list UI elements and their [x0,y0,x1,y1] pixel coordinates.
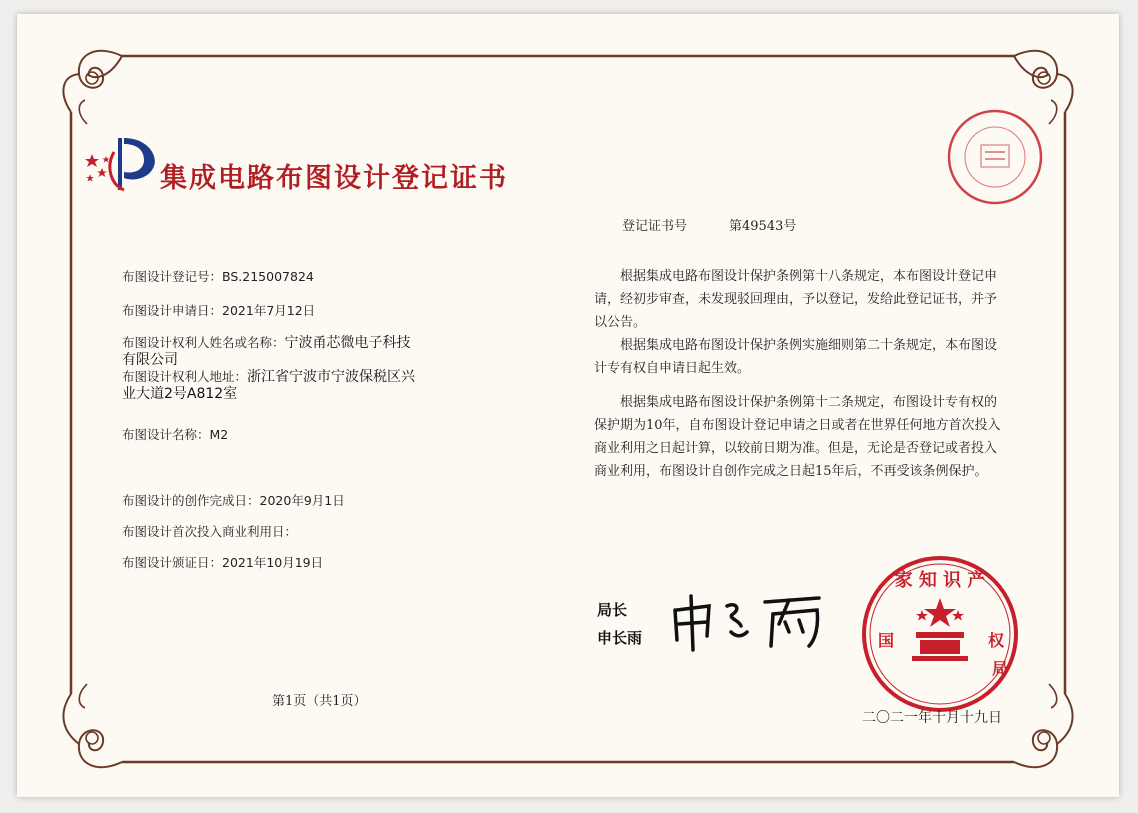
field-design-name [122,425,228,443]
cert-number-value: 第49543号 [729,219,797,234]
stamp-duty-seal-icon [945,107,1045,207]
field-value: M2 [209,427,229,442]
field-label: 布图设计登记号： [122,269,223,284]
signature-title: 局长 [597,601,628,619]
cert-number [622,215,796,234]
field-label: 布图设计的创作完成日： [122,493,260,508]
field-owner-line2: 有限公司 [122,352,178,368]
field-value: 2020年9月1日 [259,493,345,508]
field-label: 布图设计权利人地址： [122,369,248,384]
svg-text:国: 国 [878,631,895,650]
field-label: 布图设计名称： [122,427,210,442]
signature-name: 申长雨 [597,629,643,647]
field-value: 2021年7月12日 [222,303,316,318]
field-label: 布图设计首次投入商业利用日： [122,524,298,539]
field-creation-date [122,491,345,509]
field-label: 布图设计颁证日： [122,555,223,570]
certificate-sheet [17,14,1119,797]
certificate-title: 集成电路布图设计登记证书 [160,163,508,194]
field-value: BS.215007824 [222,269,314,284]
field-apply-date [122,301,315,319]
legal-paragraph-1: 根据集成电路布图设计保护条例第十八条规定，本布图设计登记申请，经初步审查，未发现驳回理由，予以登记，发给此登记证书，并予以公告。 [594,269,998,330]
field-address-line2: 业大道2号A812室 [122,386,238,402]
field-value: 宁波甬芯微电子科技 [284,335,411,351]
svg-text:局: 局 [992,659,1009,678]
issue-date-chinese: 二〇二一年十月十九日 [862,710,1002,726]
page-footer: 第1页（共1页） [272,694,367,709]
seal-text: 家 知 识 产 [894,570,986,591]
svg-text:权: 权 [988,631,1005,650]
official-seal-icon [860,554,1020,714]
field-label: 布图设计权利人姓名或名称： [122,335,285,350]
handwritten-signature [669,592,829,652]
field-first-commercial [122,522,297,540]
field-value: 浙江省宁波市宁波保税区兴 [247,369,416,385]
cert-number-label: 登记证书号 [622,219,688,234]
field-reg-no [122,267,314,285]
field-issue-date [122,553,323,571]
cipo-logo-icon [80,132,160,194]
legal-paragraph-2: 根据集成电路布图设计保护条例实施细则第二十条规定，本布图设计专有权自申请日起生效。 [594,338,998,376]
field-label: 布图设计申请日： [122,303,223,318]
legal-paragraph-3: 根据集成电路布图设计保护条例第十二条规定，布图设计专有权的保护期为10年，自布图设计登记申请之日或者在世界任何地方首次投入商业利用之日起计算，以较前日期为准。但是，无论是否登记或者投入商业利用，布图设计自创作完成之日起15年后，不再受该条例保护。 [594,395,1001,479]
field-value: 2021年10月19日 [222,555,324,570]
